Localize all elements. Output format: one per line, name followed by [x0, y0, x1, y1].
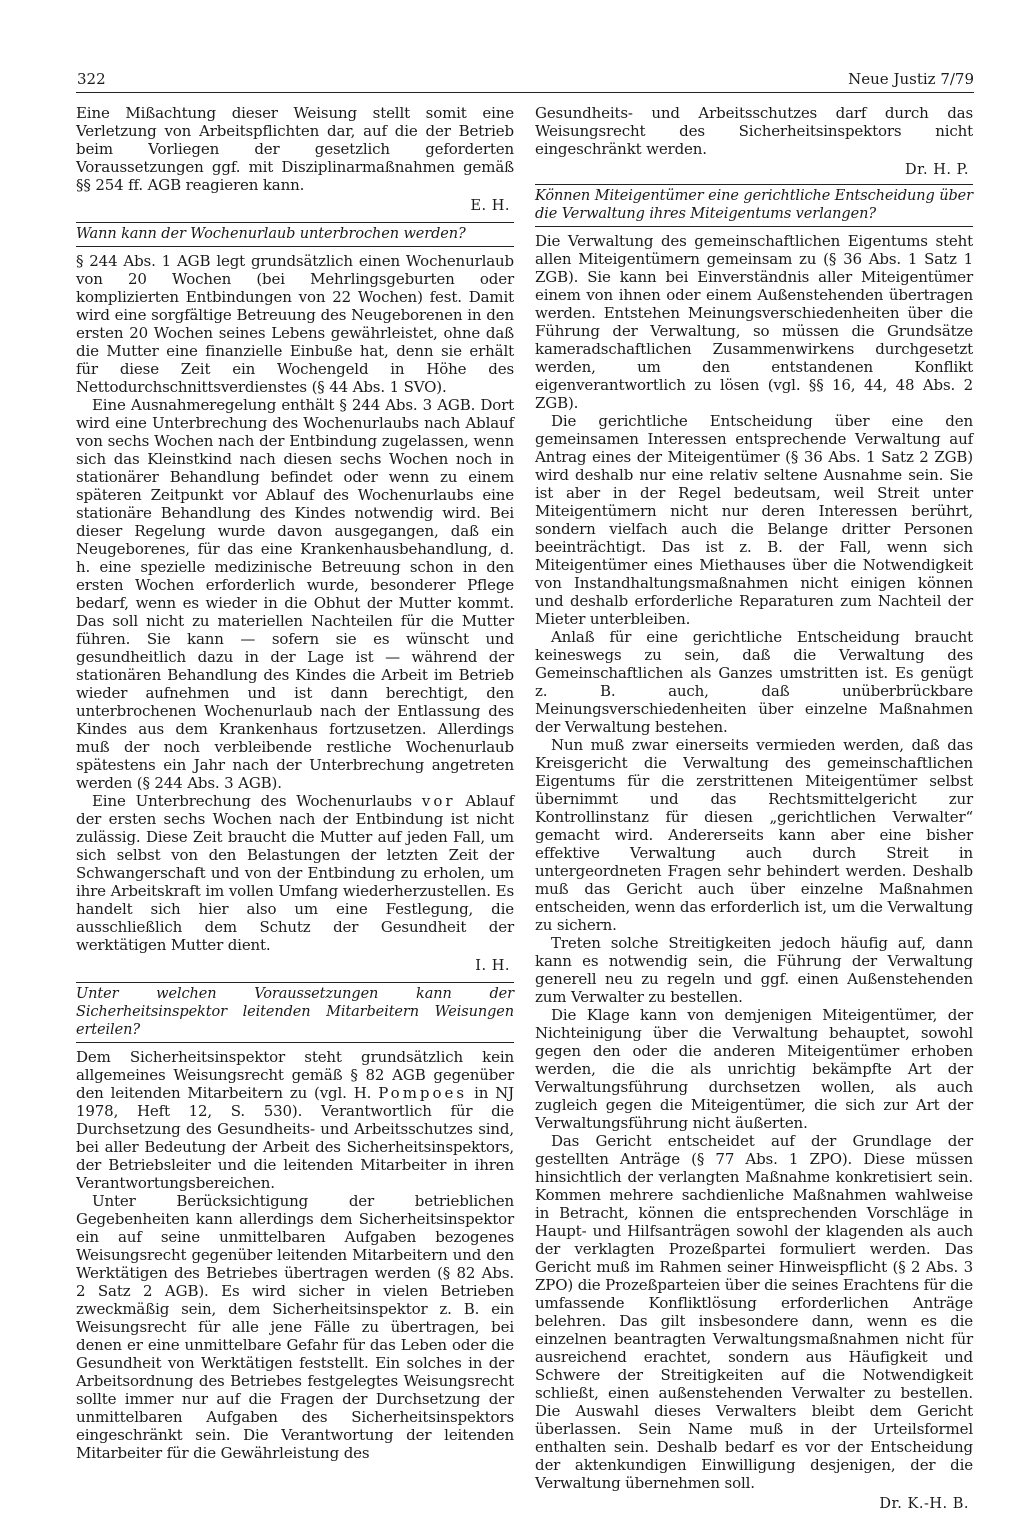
author-signature-ih: I. H. — [475, 958, 510, 974]
text-run: in NJ 1978, Heft 12, S. 530). Verantwortlich für die Durchsetzung des Gesundheits- und Arbeitsschutzes sind, bei aller Bedeutung der Arbeit des Sicherheitsinspektors, der Betriebsleiter und die leitenden Mitarbeiter in ihren Verantwortungsbereichen. — [76, 1084, 515, 1192]
author-signature-eh: E. H. — [470, 198, 510, 214]
paragraph-continued: Gesundheits- und Arbeitsschutzes darf durch das Weisungsrecht des Sicherheitsinspektors nicht eingeschränkt werden. — [535, 104, 973, 158]
paragraph: Die Klage kann von demjenigen Miteigentümer, der Nichteinigung über die Verwaltung behauptet, sowohl gegen den oder die anderen Miteigentümer erhoben werden, die die als unrichtig bekämpfte Art der Verwaltungsführung durchsetzen wollen, als auch zugleich gegen die Miteigentümer, die sich zur Art der Verwaltungsführung nicht äußerten. — [535, 1006, 973, 1132]
author-signature-khb: Dr. K.-H. B. — [879, 1496, 969, 1512]
intro-paragraph: Eine Mißachtung dieser Weisung stellt somit eine Verletzung von Arbeitspflichten dar, auf die der Betrieb beim Vorliegen der gesetzlich geforderten Voraussetzungen ggf. mit Disziplinarmaßnahmen gemäß §§ 254 ff. AGB reagieren kann. — [76, 104, 514, 194]
paragraph — [76, 792, 514, 954]
question-heading-wochenurlaub: Wann kann der Wochenurlaub unterbrochen werden? — [76, 222, 514, 247]
question-heading-miteigentuemer: Können Miteigentümer eine gerichtliche Entscheidung über die Verwaltung ihres Miteigentums verlangen? — [535, 184, 973, 227]
journal-issue: Neue Justiz 7/79 — [848, 70, 974, 88]
page-number: 322 — [77, 70, 106, 88]
paragraph: Nun muß zwar einerseits vermieden werden, daß das Kreisgericht die Verwaltung des gemeinschaftlichen Eigentums für die zerstrittenen Miteigentümer selbst übernimmt und das Rechtsmittelgericht zur Kontrollinstanz für diesen „gerichtlichen Verwalter“ gemacht wird. Andererseits kann aber eine bisher effektive Verwaltung auch durch Streit in untergeordneten Fragen sehr behindert werden. Deshalb muß das Gericht auch über einzelne Maßnahmen entscheiden, wenn das erforderlich ist, um die Verwaltung zu sichern. — [535, 736, 973, 934]
spaced-emphasis: vor — [421, 792, 456, 810]
paragraph: Das Gericht entscheidet auf der Grundlage der gestellten Anträge (§ 77 Abs. 1 ZPO). Diese müssen hinsichtlich der verlangten Maßnahme konkretisiert sein. Kommen mehrere sachdienliche Maßnahmen wahlweise in Betracht, können die entsprechenden Vorschläge in Haupt- und Hilfsanträgen sowohl der klagenden als auch der verklagten Prozeßpartei formuliert werden. Das Gericht muß im Rahmen seiner Hinweispflicht (§ 2 Abs. 3 ZPO) die Prozeßparteien über die seines Erachtens für die umfassende Konfliktlösung erforderlichen Anträge belehren. Das gilt insbesondere dann, wenn es die einzelnen beantragten Verwaltungsmaßnahmen nicht für ausreichend erachtet, sondern aus Häufigkeit und Schwere der Streitigkeiten auf die Notwendigkeit schließt, einen außenstehenden Verwalter zu bestellen. Die Auswahl dieses Verwalters bleibt dem Gericht überlassen. Sein Name muß in der Urteilsformel enthalten sein. Deshalb bedarf es vor der Entscheidung der aktenkundigen Einwilligung desjenigen, der die Verwaltung übernehmen soll. — [535, 1132, 973, 1492]
paragraph: Eine Ausnahmeregelung enthält § 244 Abs. 3 AGB. Dort wird eine Unterbrechung des Wochenurlaubs nach Ablauf von sechs Wochen nach der Entbindung zugelassen, wenn sich das Kleinstkind nach diesen sechs Wochen noch in stationärer Behandlung befindet oder wenn zu einem späteren Zeitpunkt vor Ablauf des Wochenurlaubs eine stationäre Behandlung des Kindes notwendig wird. Bei dieser Regelung wurde davon ausgegangen, daß ein Neugeborenes, für das eine Krankenhausbehandlung, d. h. eine spezielle medizinische Betreuung schon in den ersten Wochen erforderlich wurde, besonderer Pflege bedarf, wenn es wieder in die Obhut der Mutter kommt. Das soll nicht zu materiellen Nachteilen für die Mutter führen. Sie kann — sofern sie es wünscht und gesundheitlich dazu in der Lage ist — während der stationären Behandlung des Kindes die Arbeit im Betrieb wieder aufnehmen und ist dann berechtigt, den unterbrochenen Wochenurlaub nach der Entlassung des Kindes aus dem Krankenhaus fortzusetzen. Allerdings muß der noch verbleibende restliche Wochenurlaub spätestens ein Jahr nach der Unterbrechung angetreten werden (§ 244 Abs. 3 AGB). — [76, 396, 514, 792]
text-run: Eine Unterbrechung des Wochenurlaubs — [92, 792, 422, 810]
question-heading-sicherheitsinspektor: Unter welchen Voraussetzungen kann der Sicherheitsinspektor leitenden Mitarbeitern Weisungen erteilen? — [76, 982, 514, 1043]
paragraph: § 244 Abs. 1 AGB legt grundsätzlich einen Wochenurlaub von 20 Wochen (bei Mehrlingsgeburten oder komplizierten Entbindungen von 22 Wochen) fest. Damit wird eine sorgfältige Betreuung des Neugeborenen in den ersten 20 Wochen seines Lebens gewährleistet, ohne daß die Mutter eine finanzielle Einbuße hat, denn sie erhält für diese Zeit ein Wochengeld in Höhe des Nettodurchschnittsverdienstes (§ 44 Abs. 1 SVO). — [76, 252, 514, 396]
spaced-emphasis: Pompoes — [378, 1084, 468, 1102]
paragraph: Die gerichtliche Entscheidung über eine den gemeinsamen Interessen entsprechende Verwaltung auf Antrag eines der Miteigentümer (§ 36 Abs. 1 Satz 2 ZGB) wird deshalb nur eine relativ seltene Ausnahme sein. Sie ist aber in der Regel bedeutsam, weil Streit unter Miteigentümern nicht nur deren Interessen berührt, sondern vielfach auch die Belange dritter Personen beeinträchtigt. Das ist z. B. der Fall, wenn sich Miteigentümer eines Miethauses über die Notwendigkeit von Instandhaltungsmaßnahmen nicht einigen können und deshalb erforderliche Reparaturen zum Nachteil der Mieter unterbleiben. — [535, 412, 973, 628]
right-column — [535, 104, 973, 1514]
paragraph: Unter Berücksichtigung der betrieblichen Gegebenheiten kann allerdings dem Sicherheitsinspektor ein auf seine unmittelbaren Aufgaben bezogenes Weisungsrecht gegenüber leitenden Mitarbeitern und den Werktätigen des Betriebes übertragen werden (§ 82 Abs. 2 Satz 2 AGB). Es wird sicher in vielen Betrieben zweckmäßig sein, dem Sicherheitsinspektor z. B. ein Weisungsrecht für alle jene Fälle zu übertragen, bei denen er eine unmittelbare Gefahr für das Leben oder die Gesundheit von Werktätigen feststellt. Ein solches in der Arbeitsordnung des Betriebes festgelegtes Weisungsrecht sollte immer nur auf die Fragen der Durchsetzung der unmittelbaren Aufgaben des Sicherheitsinspektors eingeschränkt sein. Die Verantwortung der leitenden Mitarbeiter für die Gewährleistung des — [76, 1192, 514, 1462]
paragraph: Treten solche Streitigkeiten jedoch häufig auf, dann kann es notwendig sein, die Führung der Verwaltung generell neu zu regeln und ggf. einen Außenstehenden zum Verwalter zu bestellen. — [535, 934, 973, 1006]
left-column — [76, 104, 514, 1462]
paragraph: Anlaß für eine gerichtliche Entscheidung braucht keineswegs zu sein, daß die Verwaltung des Gemeinschaftlichen als Ganzes umstritten ist. Es genügt z. B. auch, daß unüberbrückbare Meinungsverschiedenheiten über einzelne Maßnahmen der Verwaltung bestehen. — [535, 628, 973, 736]
text-run: Dem Sicherheitsinspektor steht grundsätzlich kein allgemeines Weisungsrecht gemäß § 82 AGB gegenüber den leitenden Mitarbeitern zu (vgl. H. — [76, 1048, 514, 1102]
paragraph — [76, 1048, 514, 1192]
running-head — [76, 70, 974, 93]
paragraph: Die Verwaltung des gemeinschaftlichen Eigentums steht allen Miteigentümern gemeinsam zu (§ 36 Abs. 1 Satz 1 ZGB). Sie kann bei Einverständnis aller Miteigentümer einem von ihnen oder einem Außenstehenden übertragen werden. Entstehen Meinungsverschiedenheiten über die Führung der Verwaltung, so müssen die Grundsätze kameradschaftlichen Zusammenwirkens durchgesetzt werden, um den entstandenen Konflikt eigenverantwortlich zu lösen (vgl. §§ 16, 44, 48 Abs. 2 ZGB). — [535, 232, 973, 412]
text-run: Ablauf der ersten sechs Wochen nach der Entbindung ist nicht zulässig. Diese Zeit braucht die Mutter auf jeden Fall, um sich selbst von den Belastungen der letzten Zeit der Schwangerschaft und von der Entbindung zu erholen, um ihre Arbeitskraft im vollen Umfang wiederherzustellen. Es handelt sich hier also um eine Festlegung, die ausschließlich dem Schutz der Gesundheit der werktätigen Mutter dient. — [76, 792, 514, 954]
author-signature-hp: Dr. H. P. — [905, 162, 969, 178]
